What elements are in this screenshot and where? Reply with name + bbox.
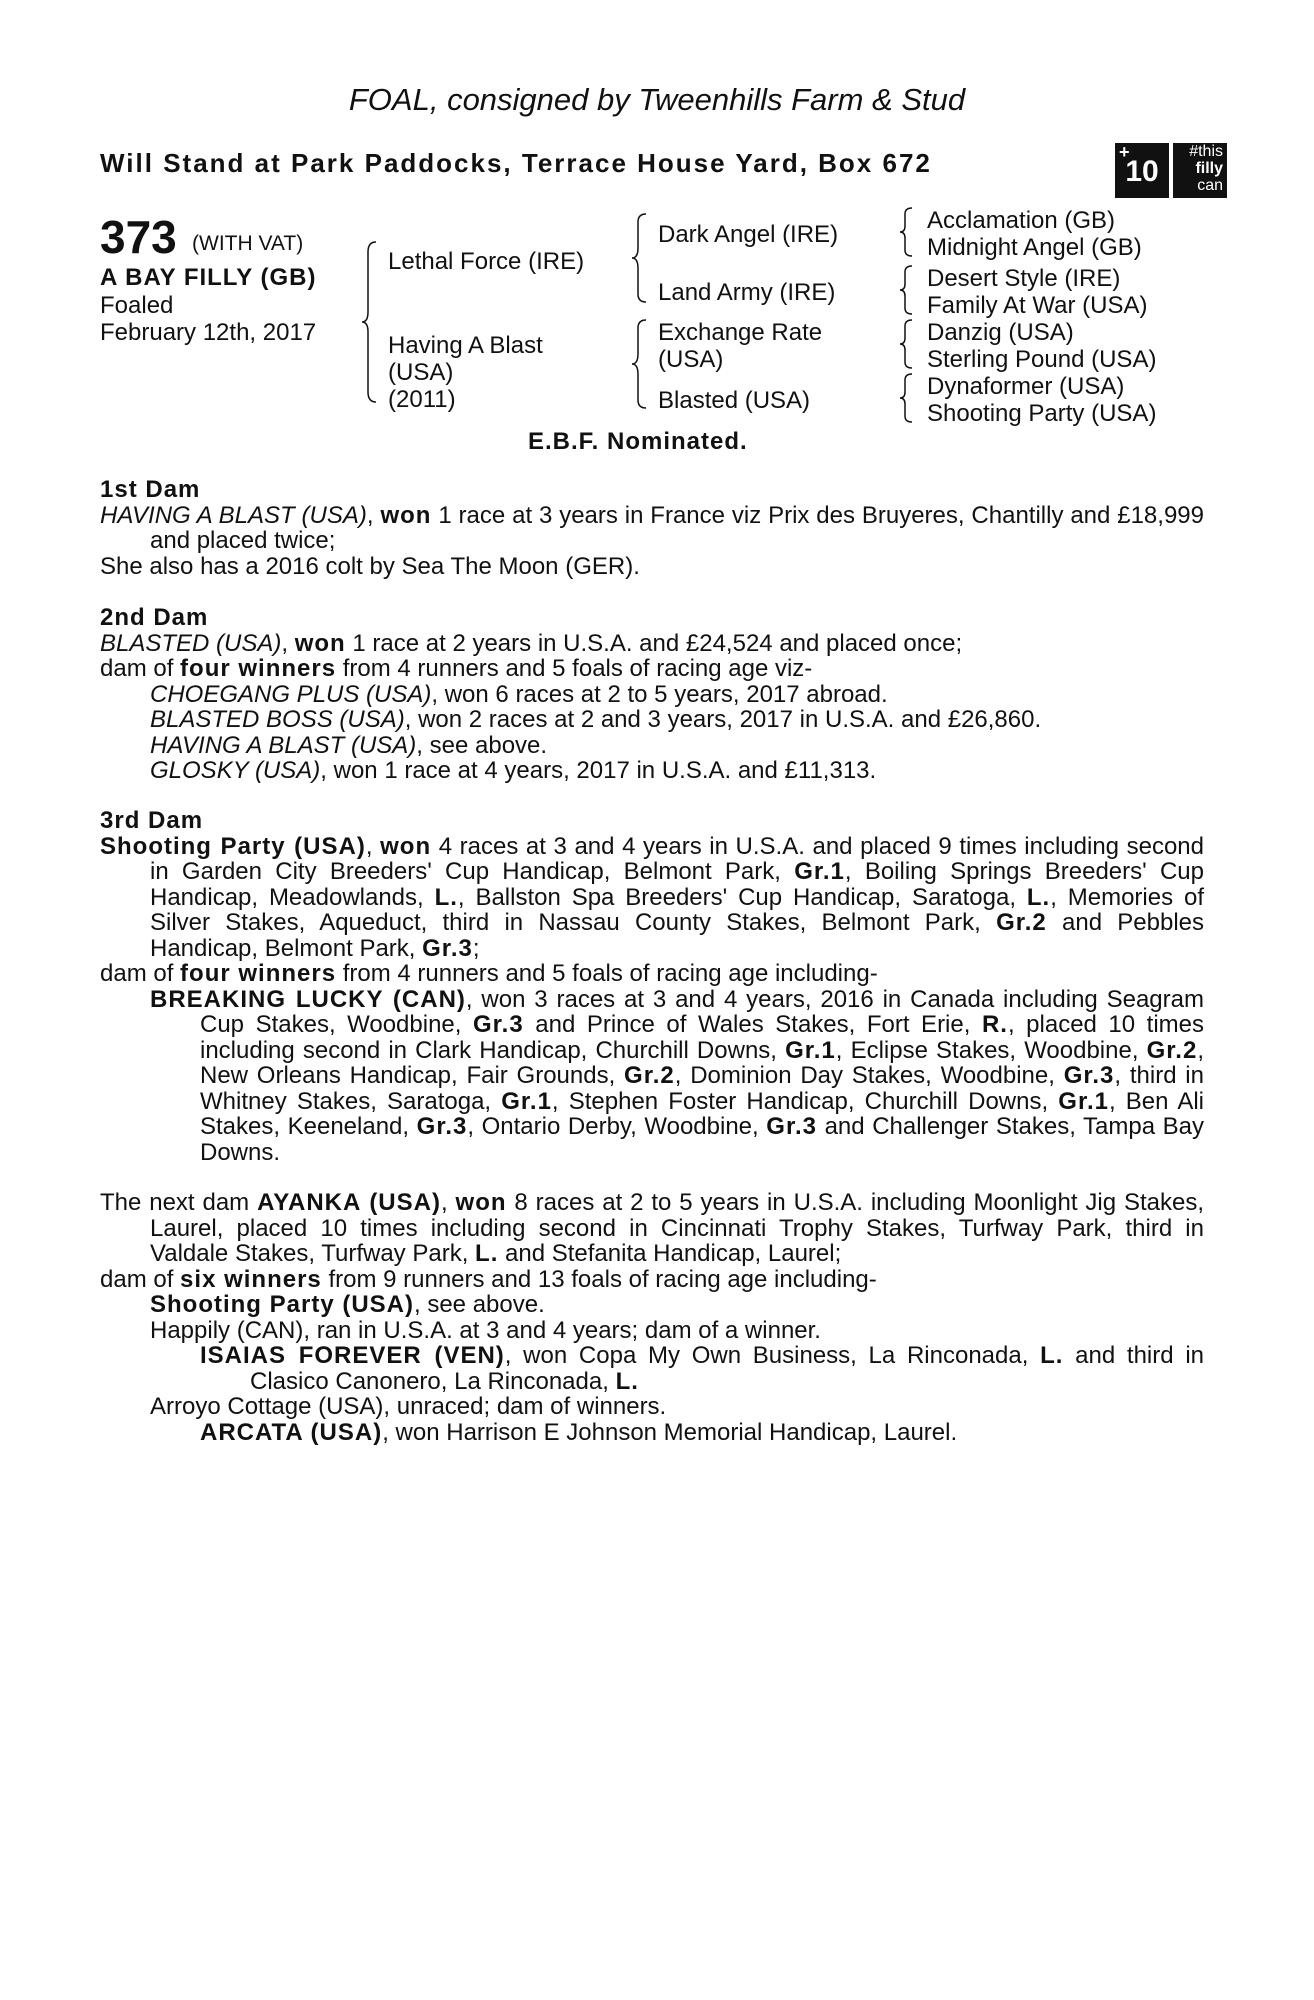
grade-label: Gr.2 bbox=[1146, 1036, 1198, 1064]
grade-label: Gr.3 bbox=[416, 1113, 468, 1140]
produce-item bbox=[100, 1343, 1204, 1394]
sire-sire: Dark Angel (IRE) bbox=[658, 221, 839, 248]
g3-ancestor: Danzig (USA) bbox=[927, 319, 1074, 346]
page-title: FOAL, consigned by Tweenhills Farm & Stud bbox=[348, 82, 966, 117]
dam-name: BLASTED (USA) bbox=[100, 629, 282, 657]
record-text: , Stephen Foster Handicap, Churchill Downs, bbox=[551, 1087, 1059, 1115]
section-heading: 2nd Dam bbox=[100, 604, 209, 631]
grade-label: Gr.3 bbox=[1063, 1062, 1115, 1089]
record-text: , Ballston Spa Breeders' Cup Handicap, Saratoga, bbox=[457, 883, 1027, 911]
listed-label: L. bbox=[434, 883, 458, 911]
sire-dam: Land Army (IRE) bbox=[658, 279, 836, 306]
record-text: , Ontario Derby, Woodbine, bbox=[467, 1113, 767, 1140]
produce-item bbox=[100, 707, 1204, 733]
produce-name: BREAKING LUCKY (CAN) bbox=[150, 985, 466, 1013]
record-text: , won 3 races at 3 and 4 years, 2016 in Canada including Seagram Cup Stakes, Woodbine, bbox=[200, 985, 1204, 1038]
logo-line: #this bbox=[1189, 143, 1223, 160]
grade-label: Gr.3 bbox=[766, 1113, 817, 1140]
produce-name: GLOSKY (USA) bbox=[150, 757, 321, 784]
sire: Lethal Force (IRE) bbox=[388, 248, 585, 275]
record-text: 1 race at 2 years in U.S.A. and £24,524 and placed once; bbox=[345, 629, 963, 657]
grade-label: Gr.2 bbox=[996, 909, 1047, 936]
logo-line: can bbox=[1197, 177, 1223, 194]
g3-ancestor: Desert Style (IRE) bbox=[927, 265, 1121, 292]
winners-count: four winners bbox=[180, 960, 337, 987]
stand-location: Will Stand at Park Paddocks, Terrace House Yard, Box 672 bbox=[100, 148, 932, 178]
listed-label: L. bbox=[1040, 1342, 1064, 1369]
dam-sire-line: Exchange Rate bbox=[658, 319, 823, 346]
second-dam-record: BLASTED (USA), won 1 race at 2 years in U.S.A. and £24,524 and placed once; bbox=[100, 629, 963, 657]
dam-sire bbox=[658, 319, 822, 373]
grade-label: Gr.1 bbox=[794, 858, 845, 885]
winners-count: four winners bbox=[180, 655, 337, 682]
plus-mark: + bbox=[1119, 142, 1130, 162]
record-text: 1 race at 3 years in France viz Prix des Bruyeres, Chantilly and £18,999 and placed twice; bbox=[150, 501, 1204, 554]
won-label: won bbox=[380, 501, 432, 529]
produce-name: HAVING A BLAST (USA) bbox=[150, 731, 417, 759]
foaled-date: February 12th, 2017 bbox=[100, 319, 317, 346]
listed-label: L. bbox=[1026, 883, 1051, 911]
dam-of-label: dam of bbox=[100, 960, 181, 987]
produce-text: , won 1 race at 4 years, 2017 in U.S.A. and £11,313. bbox=[320, 757, 877, 784]
grade-label: Gr.1 bbox=[785, 1036, 836, 1064]
first-dam-record: HAVING A BLAST (USA), won 1 race at 3 years in France viz Prix des Bruyeres, Chantilly and £18,999 and placed twice; bbox=[100, 501, 1204, 554]
produce-text: , won 2 races at 2 and 3 years, 2017 in U.S.A. and £26,860. bbox=[404, 706, 1042, 733]
grade-label: Gr.3 bbox=[422, 934, 473, 962]
dam-of-line bbox=[100, 1267, 1204, 1293]
record-text: , placed 10 times including second in Clark Handicap, Churchill Downs, bbox=[200, 1011, 1204, 1064]
grade-label: Gr.1 bbox=[501, 1087, 552, 1115]
produce-text: and third in Clasico Canonero, La Rinconada, bbox=[250, 1342, 1204, 1395]
dam-of-label: dam of bbox=[100, 1265, 181, 1293]
dam-of-line bbox=[100, 961, 1204, 987]
g3-ancestor: Dynaformer (USA) bbox=[927, 373, 1125, 400]
listed-label: L. bbox=[615, 1367, 639, 1395]
produce-text: , see above. bbox=[414, 1291, 545, 1318]
produce-item bbox=[100, 1420, 1204, 1446]
won-label: won bbox=[294, 629, 346, 657]
g3-ancestor: Family At War (USA) bbox=[927, 292, 1148, 319]
g3-ancestor: Sterling Pound (USA) bbox=[927, 346, 1157, 373]
dam-dam: Blasted (USA) bbox=[658, 387, 811, 414]
grade-label: Gr.2 bbox=[624, 1062, 675, 1089]
dam-sire-line: (USA) bbox=[658, 346, 724, 373]
dam-line: (USA) bbox=[388, 359, 454, 386]
won-label: won bbox=[455, 1189, 507, 1216]
g3-ancestor: Shooting Party (USA) bbox=[927, 400, 1157, 427]
record-text: , Memories of Silver Stakes, Aqueduct, third in Nassau County Stakes, Belmont Park, bbox=[150, 883, 1204, 936]
grade-label: Gr.1 bbox=[1058, 1087, 1109, 1115]
g3-brace-2 bbox=[898, 264, 914, 316]
dam-name: AYANKA (USA) bbox=[257, 1189, 441, 1216]
sire-dam-brace bbox=[360, 240, 380, 405]
produce-name: BLASTED BOSS (USA) bbox=[150, 706, 405, 733]
produce-text: , won Copa My Own Business, La Rinconada, bbox=[504, 1342, 1041, 1369]
sire-line-brace bbox=[630, 212, 650, 304]
produce-text: , won Harrison E Johnson Memorial Handicap, Laurel. bbox=[382, 1418, 958, 1446]
produce-item bbox=[100, 758, 1204, 784]
second-dam-section bbox=[100, 605, 1204, 784]
dam-name: Shooting Party (USA) bbox=[100, 832, 366, 860]
produce-name: ARCATA (USA) bbox=[200, 1418, 383, 1446]
dam bbox=[388, 332, 543, 413]
record-text: , Dominion Day Stakes, Woodbine, bbox=[674, 1062, 1064, 1089]
produce-text: , won 6 races at 2 to 5 years, 2017 abroad. bbox=[431, 680, 888, 708]
record-text: 4 races at 3 and 4 years in U.S.A. and placed 9 times including second in Garden City Breeders' Cup Handicap, Belmont Park, bbox=[150, 832, 1205, 885]
produce-text: , see above. bbox=[416, 731, 548, 759]
record-text: , Eclipse Stakes, Woodbine, bbox=[835, 1036, 1147, 1064]
lot-number: 373 bbox=[100, 211, 177, 263]
next-dam-record: The next dam AYANKA (USA), won 8 races at 2 to 5 years in U.S.A. including Moonlight Jig Stakes, Laurel, placed 10 times including second in Cincinnati Trophy Stakes, Turfway Park, third in Valdale Stakes, Turfway Park, L. and Stefanita Handicap, Laurel; bbox=[100, 1189, 1205, 1267]
record-text: , New Orleans Handicap, Fair Grounds, bbox=[200, 1036, 1204, 1089]
dam-of-line bbox=[100, 656, 1204, 682]
produce-item bbox=[100, 987, 1204, 1166]
winners-count: six winners bbox=[180, 1265, 322, 1293]
produce-note: She also has a 2016 colt by Sea The Moon (GER). bbox=[100, 552, 640, 580]
produce-item bbox=[100, 733, 1204, 759]
plus10-logo bbox=[1115, 143, 1169, 198]
dam-of-label: dam of bbox=[100, 655, 181, 682]
foaled-label: Foaled bbox=[100, 292, 174, 319]
section-heading: 1st Dam bbox=[100, 476, 201, 503]
record-text: 8 races at 2 to 5 years in U.S.A. including Moonlight Jig Stakes, Laurel, placed 10 times including second in Cincinnati Trophy Stakes, Turfway Park, third in Valdale Stakes, Turfway Park, bbox=[150, 1189, 1205, 1267]
third-dam-record: Shooting Party (USA), won 4 races at 3 and 4 years in U.S.A. and placed 9 times including second in Garden City Breeders' Cup Handicap, Belmont Park, Gr.1, Boiling Springs Breeders' Cup Handicap, Meadowlands, L., Ballston Spa Breeders' Cup Handicap, Saratoga, L., Memories of Silver Stakes, Aqueduct, third in Nassau County Stakes, Belmont Park, Gr.2 and Pebbles Handicap, Belmont Park, Gr.3; bbox=[100, 832, 1205, 962]
record-text: , Boiling Springs Breeders' Cup Handicap, Meadowlands, bbox=[150, 858, 1204, 911]
listed-label: L. bbox=[475, 1240, 499, 1267]
record-text: , third in Whitney Stakes, Saratoga, bbox=[200, 1062, 1204, 1115]
produce-item: Happily (CAN), ran in U.S.A. at 3 and 4 years; dam of a winner. bbox=[150, 1316, 821, 1344]
runners-text: from 9 runners and 13 foals of racing age including- bbox=[321, 1265, 877, 1293]
third-dam-section bbox=[100, 808, 1204, 1165]
produce-name: Shooting Party (USA) bbox=[150, 1291, 414, 1318]
g3-brace-4 bbox=[898, 372, 914, 424]
next-dam-section bbox=[100, 1190, 1204, 1445]
dam-line-brace bbox=[630, 318, 650, 410]
dam-line: (2011) bbox=[388, 386, 456, 413]
horse-name: A BAY FILLY (GB) bbox=[100, 264, 317, 291]
dam-line: Having A Blast bbox=[388, 332, 543, 359]
produce-item bbox=[100, 682, 1204, 708]
produce-name: CHOEGANG PLUS (USA) bbox=[150, 680, 432, 708]
g3-brace-1 bbox=[898, 206, 914, 258]
g3-ancestor: Midnight Angel (GB) bbox=[927, 234, 1142, 261]
record-text: and Pebbles Handicap, Belmont Park, bbox=[150, 909, 1205, 962]
grade-label: Gr.3 bbox=[473, 1011, 524, 1038]
logo-line: filly bbox=[1195, 160, 1223, 177]
won-label: won bbox=[380, 832, 432, 860]
g3-brace-3 bbox=[898, 318, 914, 370]
runners-text: from 4 runners and 5 foals of racing age including- bbox=[336, 960, 878, 987]
produce-item bbox=[100, 1292, 1204, 1318]
ebf-nominated: E.B.F. Nominated. bbox=[528, 428, 748, 455]
vat-note: (WITH VAT) bbox=[192, 232, 304, 255]
grade-label: R. bbox=[981, 1011, 1008, 1038]
runners-text: from 4 runners and 5 foals of racing age viz- bbox=[336, 655, 813, 682]
g3-ancestor: Acclamation (GB) bbox=[927, 207, 1116, 234]
dam-name: HAVING A BLAST (USA) bbox=[100, 501, 367, 529]
first-dam-section bbox=[100, 477, 1204, 579]
record-text: and Challenger Stakes, Tampa Bay Downs. bbox=[200, 1113, 1205, 1166]
section-heading: 3rd Dam bbox=[100, 807, 204, 834]
record-text: , Ben Ali Stakes, Keeneland, bbox=[200, 1087, 1204, 1140]
produce-item: Arroyo Cottage (USA), unraced; dam of winners. bbox=[150, 1393, 667, 1420]
this-filly-can-logo bbox=[1173, 143, 1227, 198]
record-text: and Stefanita Handicap, Laurel; bbox=[498, 1240, 842, 1267]
plus10-number: 10 bbox=[1125, 155, 1159, 188]
intro-text: The next dam bbox=[100, 1189, 258, 1216]
record-text: ; bbox=[472, 934, 480, 962]
record-text: and Prince of Wales Stakes, Fort Erie, bbox=[523, 1011, 982, 1038]
produce-name: ISAIAS FOREVER (VEN) bbox=[200, 1342, 505, 1369]
